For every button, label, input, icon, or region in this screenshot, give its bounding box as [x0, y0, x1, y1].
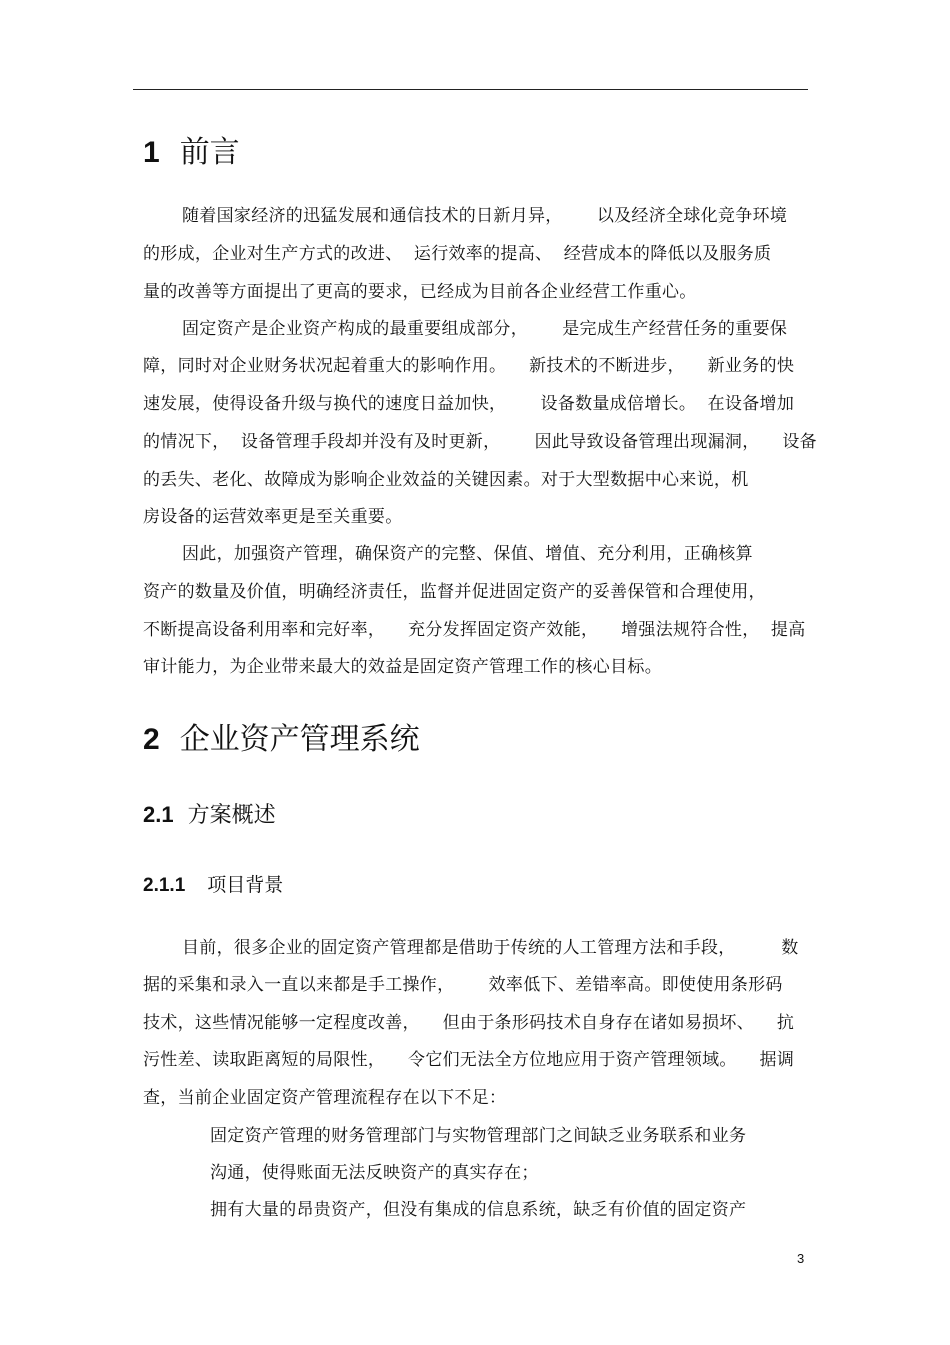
text-line: 量的改善等方面提出了更高的要求，已经成为目前各企业经营工作重心。: [143, 282, 697, 302]
subsection-title: 方案概述: [187, 803, 276, 828]
section-number: 1: [143, 136, 160, 169]
subsubsection-title: 项目背景: [207, 874, 284, 896]
section-1-heading: [143, 135, 240, 171]
text-line: 目前，很多企业的固定资产管理都是借助于传统的人工管理方法和手段， 数: [182, 938, 799, 958]
text-line: 随着国家经济的迅猛发展和通信技术的日新月异， 以及经济全球化竞争环境: [182, 206, 788, 226]
text-line: 资产的数量及价值，明确经济责任，监督并促进固定资产的妥善保管和合理使用，: [143, 582, 766, 602]
section-number: 2: [143, 723, 160, 756]
text-line: 据的采集和录入一直以来都是手工操作， 效率低下、差错率高。即使使用条形码: [143, 975, 783, 995]
text-line: 的形成，企业对生产方式的改进、 运行效率的提高、 经营成本的降低以及服务质: [143, 244, 772, 264]
text-line: 速发展，使得设备升级与换代的速度日益加快， 设备数量成倍增长。 在设备增加: [143, 394, 795, 414]
section-title: 企业资产管理系统: [179, 722, 420, 757]
text-line: 查，当前企业固定资产管理流程存在以下不足：: [143, 1088, 507, 1108]
subsection-heading: [143, 801, 276, 830]
subsubsection-heading: [143, 872, 283, 899]
page-number: 3: [797, 1251, 805, 1266]
text-line: 的丢失、老化、故障成为影响企业效益的关键因素。对于大型数据中心来说，机: [143, 470, 749, 490]
section-2-heading: [143, 722, 420, 758]
section-title: 前言: [179, 135, 240, 170]
text-line: 不断提高设备利用率和完好率， 充分发挥固定资产效能， 增强法规符合性， 提高: [143, 620, 806, 640]
list-item-line: 沟通，使得账面无法反映资产的真实存在；: [210, 1163, 539, 1183]
subsection-number: 2.1: [143, 802, 174, 827]
text-line: 审计能力，为企业带来最大的效益是固定资产管理工作的核心目标。: [143, 657, 662, 677]
text-line: 的情况下， 设备管理手段却并没有及时更新， 因此导致设备管理出现漏洞， 设备: [143, 432, 817, 452]
text-line: 房设备的运营效率更是至关重要。: [143, 507, 403, 527]
list-item-line: 拥有大量的昂贵资产，但没有集成的信息系统，缺乏有价值的固定资产: [210, 1200, 747, 1220]
text-line: 障，同时对企业财务状况起着重大的影响作用。 新技术的不断进步， 新业务的快: [143, 356, 795, 376]
text-line: 固定资产是企业资产构成的最重要组成部分， 是完成生产经营任务的重要保: [182, 319, 788, 339]
list-item-line: 固定资产管理的财务管理部门与实物管理部门之间缺乏业务联系和业务: [210, 1126, 747, 1146]
subsubsection-number: 2.1.1: [143, 875, 186, 896]
text-line: 技术，这些情况能够一定程度改善， 但由于条形码技术自身存在诸如易损坏、 抗: [143, 1013, 795, 1033]
header-rule: [133, 89, 808, 90]
text-line: 因此，加强资产管理，确保资产的完整、保值、增值、充分利用，正确核算: [182, 544, 753, 564]
text-line: 污性差、读取距离短的局限性， 令它们无法全方位地应用于资产管理领域。 据调: [143, 1050, 795, 1070]
